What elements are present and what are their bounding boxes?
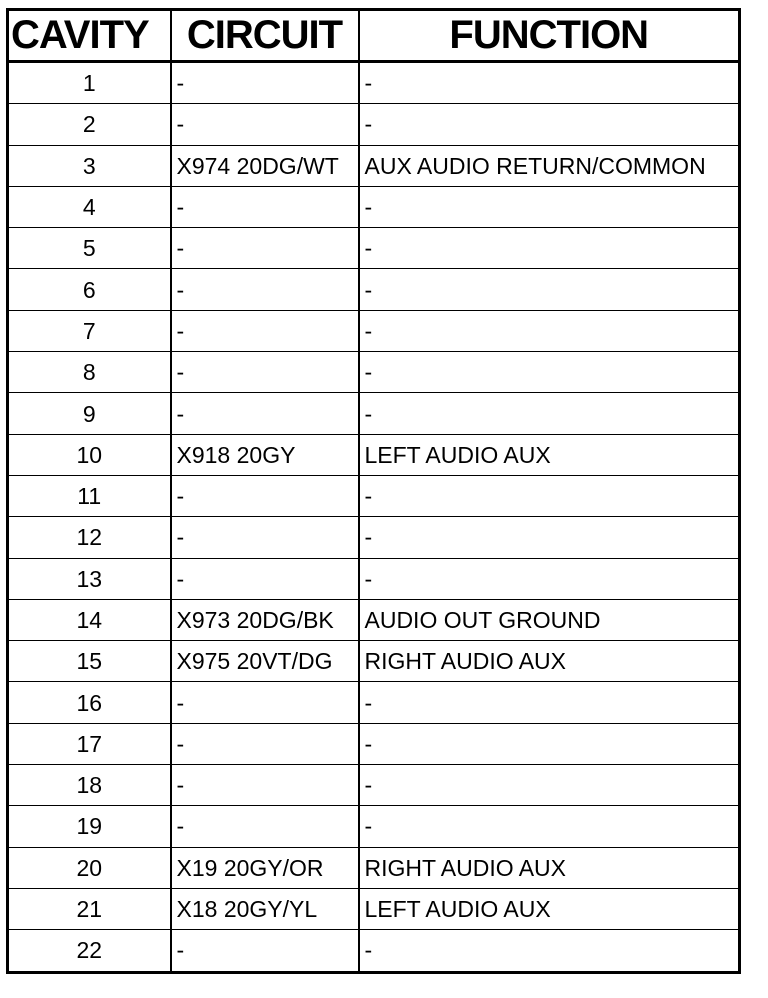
function-cell: -	[359, 104, 740, 145]
circuit-cell: -	[171, 682, 359, 723]
table-row	[8, 434, 740, 475]
cavity-cell: 3	[8, 145, 171, 186]
circuit-cell: -	[171, 62, 359, 104]
table-row	[8, 310, 740, 351]
table-row	[8, 599, 740, 640]
cavity-cell: 4	[8, 186, 171, 227]
circuit-cell: -	[171, 228, 359, 269]
circuit-cell: X18 20GY/YL	[171, 888, 359, 929]
table-row	[8, 104, 740, 145]
cavity-cell: 18	[8, 765, 171, 806]
circuit-cell: X973 20DG/BK	[171, 599, 359, 640]
cavity-cell: 16	[8, 682, 171, 723]
function-cell: RIGHT AUDIO AUX	[359, 641, 740, 682]
table-row	[8, 641, 740, 682]
function-cell: -	[359, 765, 740, 806]
table-row	[8, 393, 740, 434]
circuit-cell: -	[171, 723, 359, 764]
cavity-cell: 2	[8, 104, 171, 145]
cavity-cell: 20	[8, 847, 171, 888]
function-column-header: FUNCTION	[359, 10, 740, 62]
function-cell: -	[359, 475, 740, 516]
table-row	[8, 269, 740, 310]
table-row	[8, 517, 740, 558]
function-cell: AUX AUDIO RETURN/COMMON	[359, 145, 740, 186]
function-cell: -	[359, 228, 740, 269]
circuit-cell: -	[171, 393, 359, 434]
function-cell: -	[359, 186, 740, 227]
cavity-cell: 15	[8, 641, 171, 682]
circuit-cell: -	[171, 310, 359, 351]
table-row	[8, 888, 740, 929]
function-cell: LEFT AUDIO AUX	[359, 888, 740, 929]
function-cell: -	[359, 352, 740, 393]
function-cell: -	[359, 806, 740, 847]
circuit-cell: X975 20VT/DG	[171, 641, 359, 682]
function-cell: -	[359, 62, 740, 104]
function-cell: AUDIO OUT GROUND	[359, 599, 740, 640]
circuit-cell: -	[171, 930, 359, 972]
cavity-cell: 1	[8, 62, 171, 104]
cavity-cell: 21	[8, 888, 171, 929]
table-row	[8, 847, 740, 888]
cavity-cell: 14	[8, 599, 171, 640]
circuit-cell: X918 20GY	[171, 434, 359, 475]
connector-pinout-table	[6, 8, 741, 974]
function-cell: -	[359, 310, 740, 351]
header-row	[8, 10, 740, 62]
cavity-column-header: CAVITY	[8, 10, 171, 62]
circuit-cell: -	[171, 806, 359, 847]
cavity-cell: 10	[8, 434, 171, 475]
table-row	[8, 145, 740, 186]
function-cell: LEFT AUDIO AUX	[359, 434, 740, 475]
circuit-cell: -	[171, 104, 359, 145]
circuit-cell: -	[171, 517, 359, 558]
table-row	[8, 62, 740, 104]
function-cell: -	[359, 269, 740, 310]
function-cell: -	[359, 723, 740, 764]
cavity-cell: 8	[8, 352, 171, 393]
circuit-cell: -	[171, 186, 359, 227]
circuit-cell: X974 20DG/WT	[171, 145, 359, 186]
cavity-cell: 6	[8, 269, 171, 310]
function-cell: -	[359, 517, 740, 558]
table-row	[8, 806, 740, 847]
cavity-cell: 19	[8, 806, 171, 847]
cavity-cell: 17	[8, 723, 171, 764]
table-header	[8, 10, 740, 62]
circuit-cell: X19 20GY/OR	[171, 847, 359, 888]
table-row	[8, 682, 740, 723]
cavity-cell: 13	[8, 558, 171, 599]
cavity-cell: 7	[8, 310, 171, 351]
function-cell: -	[359, 393, 740, 434]
cavity-cell: 5	[8, 228, 171, 269]
table-row	[8, 930, 740, 972]
function-cell: -	[359, 558, 740, 599]
circuit-cell: -	[171, 269, 359, 310]
cavity-cell: 22	[8, 930, 171, 972]
circuit-cell: -	[171, 352, 359, 393]
function-cell: -	[359, 930, 740, 972]
table-row	[8, 558, 740, 599]
circuit-column-header: CIRCUIT	[171, 10, 359, 62]
table-row	[8, 186, 740, 227]
cavity-cell: 9	[8, 393, 171, 434]
table-row	[8, 352, 740, 393]
cavity-cell: 11	[8, 475, 171, 516]
cavity-cell: 12	[8, 517, 171, 558]
function-cell: -	[359, 682, 740, 723]
table-row	[8, 723, 740, 764]
circuit-cell: -	[171, 475, 359, 516]
circuit-cell: -	[171, 558, 359, 599]
table-row	[8, 475, 740, 516]
table-row	[8, 228, 740, 269]
table-row	[8, 765, 740, 806]
circuit-cell: -	[171, 765, 359, 806]
table-body	[8, 62, 740, 973]
function-cell: RIGHT AUDIO AUX	[359, 847, 740, 888]
